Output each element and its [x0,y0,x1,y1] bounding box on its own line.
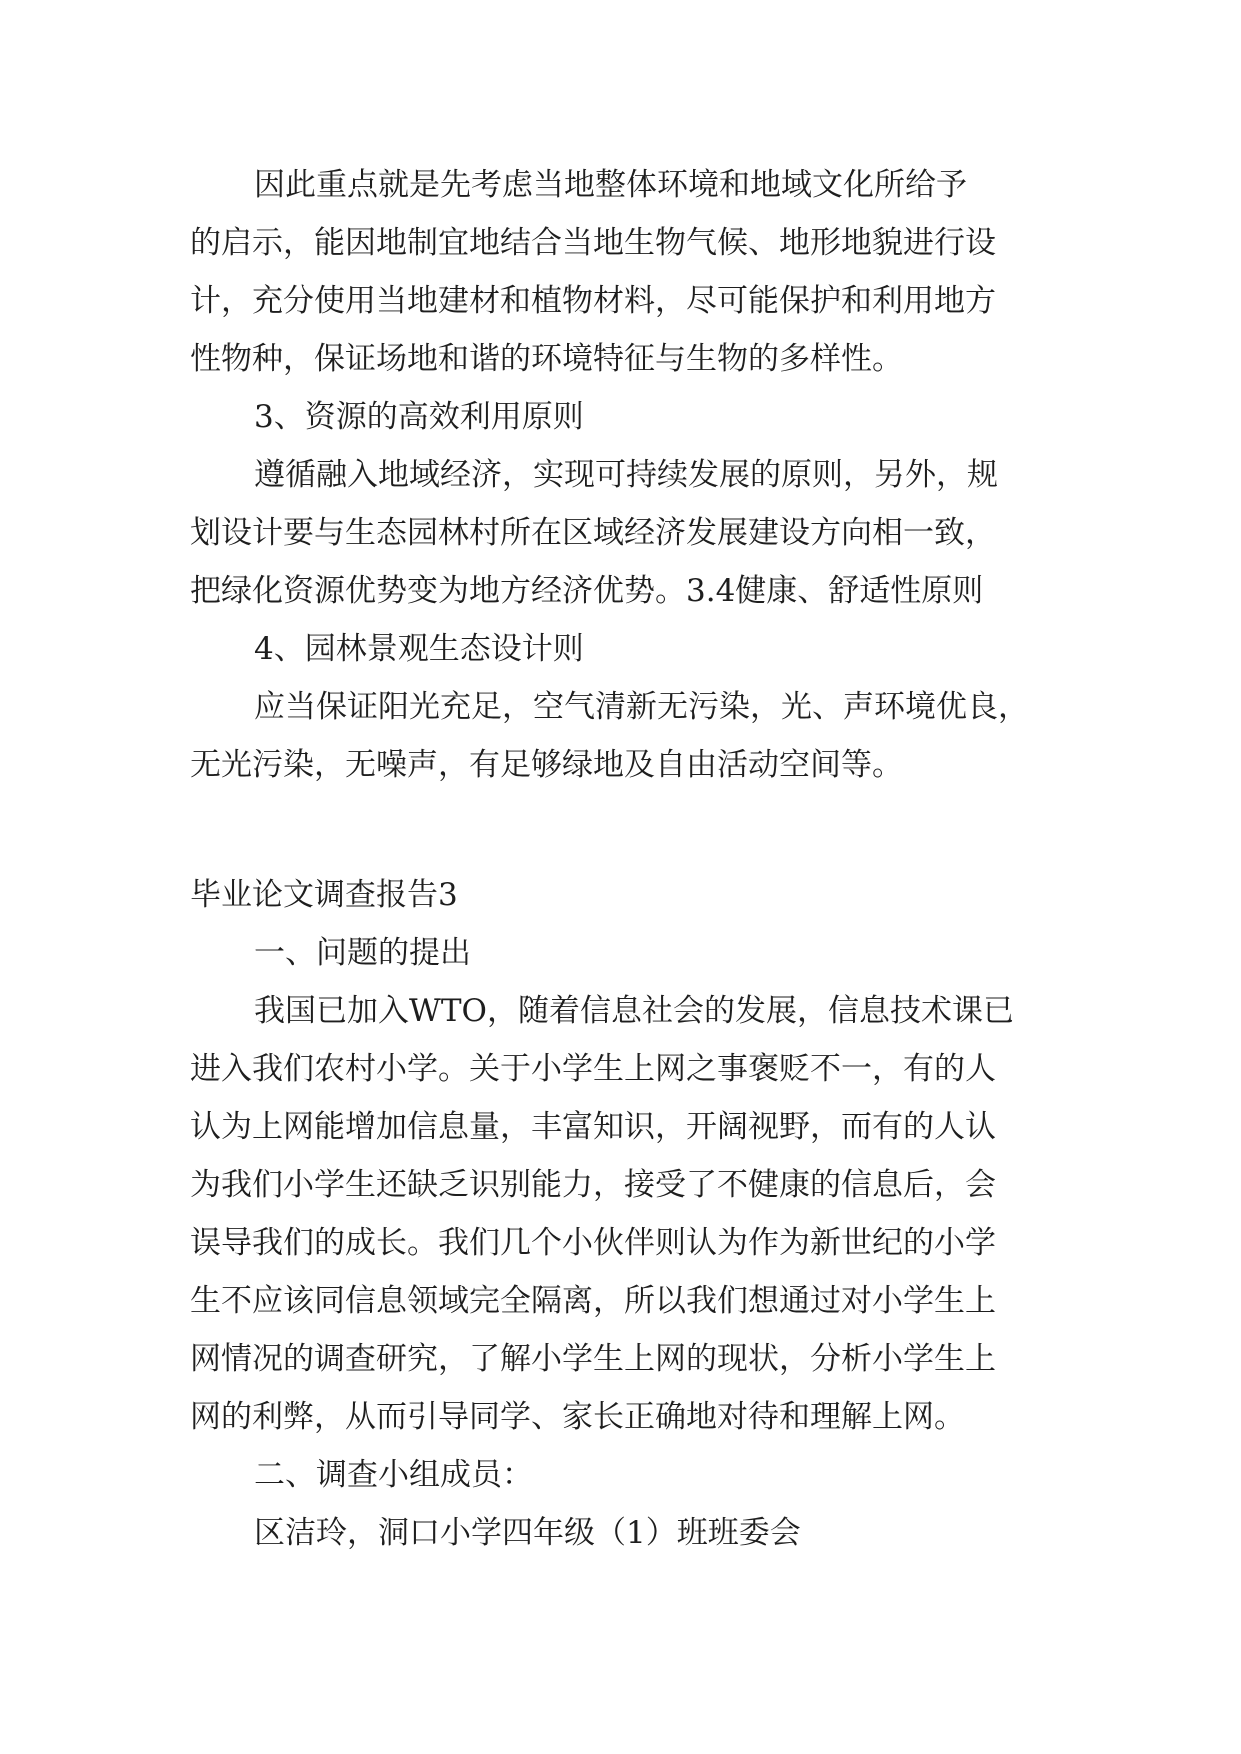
paragraph [190,446,1070,620]
section-part1 [190,156,1070,794]
paragraph [190,1504,1070,1562]
text-line: 认为上网能增加信息量，丰富知识，开阔视野，而有的人认 [190,1109,996,1145]
text-line: 性物种，保证场地和谐的环境特征与生物的多样性。 [190,341,903,377]
paragraph [190,924,1070,982]
text-line: 我国已加入WTO，随着信息社会的发展，信息技术课已 [254,993,1014,1029]
section-title: 毕业论文调查报告3 [190,877,458,913]
text-line: 为我们小学生还缺乏识别能力，接受了不健康的信息后，会 [190,1167,996,1203]
text-line: 误导我们的成长。我们几个小伙伴则认为作为新世纪的小学 [190,1225,996,1261]
paragraph [190,156,1070,388]
text-line: 划设计要与生态园林村所在区域经济发展建设方向相一致， [190,515,996,551]
text-line: 网情况的调查研究，了解小学生上网的现状，分析小学生上 [190,1341,996,1377]
text-line: 的启示，能因地制宜地结合当地生物气候、地形地貌进行设 [190,225,996,261]
paragraph [190,620,1070,678]
section-part2 [190,924,1070,1562]
document-body [190,156,1070,1562]
text-line: 进入我们农村小学。关于小学生上网之事褒贬不一，有的人 [190,1051,996,1087]
text-line: 无光污染，无噪声，有足够绿地及自由活动空间等。 [190,747,903,783]
paragraph [190,678,1070,794]
text-line: 把绿化资源优势变为地方经济优势。3.4健康、舒适性原则 [190,573,984,609]
text-line: 3、资源的高效利用原则 [254,399,584,435]
paragraph [190,1446,1070,1504]
paragraph [190,388,1070,446]
text-line: 一、问题的提出 [254,935,471,971]
text-line: 网的利弊，从而引导同学、家长正确地对待和理解上网。 [190,1399,965,1435]
paragraph [190,982,1070,1446]
text-line: 遵循融入地域经济，实现可持续发展的原则，另外，规 [254,457,998,493]
text-line: 区洁玲，洞口小学四年级（1）班班委会 [254,1515,801,1551]
text-line: 因此重点就是先考虑当地整体环境和地域文化所给予 [254,167,967,203]
text-line: 应当保证阳光充足，空气清新无污染，光、声环境优良， [254,689,1029,725]
text-line: 二、调查小组成员： [254,1457,533,1493]
text-line: 4、园林景观生态设计则 [254,631,584,667]
text-line: 生不应该同信息领域完全隔离，所以我们想通过对小学生上 [190,1283,996,1319]
text-line: 计，充分使用当地建材和植物材料，尽可能保护和利用地方 [190,283,996,319]
